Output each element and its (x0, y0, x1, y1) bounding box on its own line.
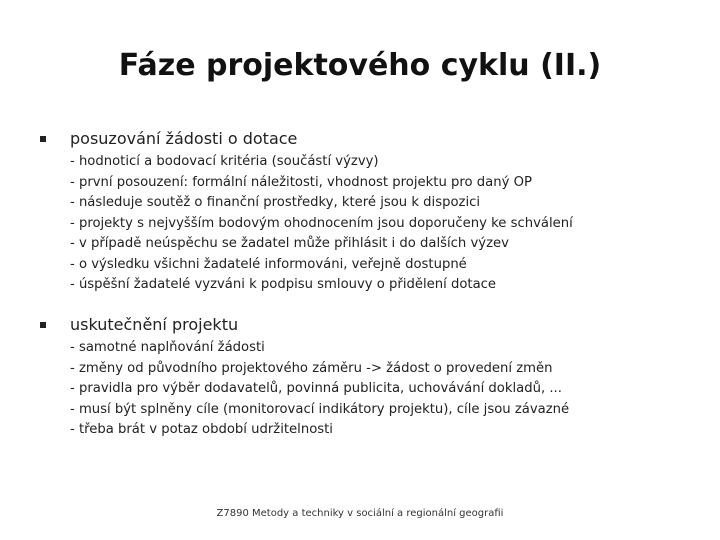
list-item: - o výsledku všichni žadatelé informováni, veřejně dostupné (70, 256, 467, 272)
section-heading: posuzování žádosti o dotace (70, 129, 298, 148)
list-item: - hodnoticí a bodovací kritéria (součástí výzvy) (70, 154, 379, 169)
bullet-heading (40, 128, 700, 150)
sub-list (40, 152, 700, 296)
list-item: - následuje soutěž o finanční prostředky, které jsou k dispozici (70, 195, 481, 210)
list-item: - třeba brát v potaz období udržitelnosti (70, 422, 333, 437)
slide-footer: Z7890 Metody a techniky v sociální a regionální geografii (216, 508, 504, 519)
list-item: - projekty s nejvyšším bodovým ohodnocením jsou doporučeny ke schválení (70, 215, 573, 231)
sub-list (40, 338, 700, 441)
bullet-heading (40, 314, 700, 336)
list-item: - změny od původního projektového záměru -> žádost o provedení změn (70, 360, 553, 376)
slide-title: Fáze projektového cyklu (II.) (118, 48, 602, 83)
section-implementation (40, 314, 700, 441)
list-item: - první posouzení: formální náležitosti, vhodnost projektu pro daný OP (70, 174, 532, 190)
list-item: - úspěšní žadatelé vyzváni k podpisu smlouvy o přidělení dotace (70, 277, 497, 292)
section-evaluation (40, 128, 700, 296)
square-bullet-icon (40, 322, 46, 328)
list-item: - musí být splněny cíle (monitorovací indikátory projektu), cíle jsou závazné (70, 401, 570, 417)
list-item: - pravidla pro výběr dodavatelů, povinná publicita, uchovávání dokladů, ... (70, 381, 562, 396)
square-bullet-icon (40, 136, 46, 142)
list-item: - v případě neúspěchu se žadatel může přihlásit i do dalších výzev (70, 236, 509, 251)
list-item: - samotné naplňování žádosti (70, 340, 265, 355)
section-heading: uskutečnění projektu (70, 315, 239, 334)
